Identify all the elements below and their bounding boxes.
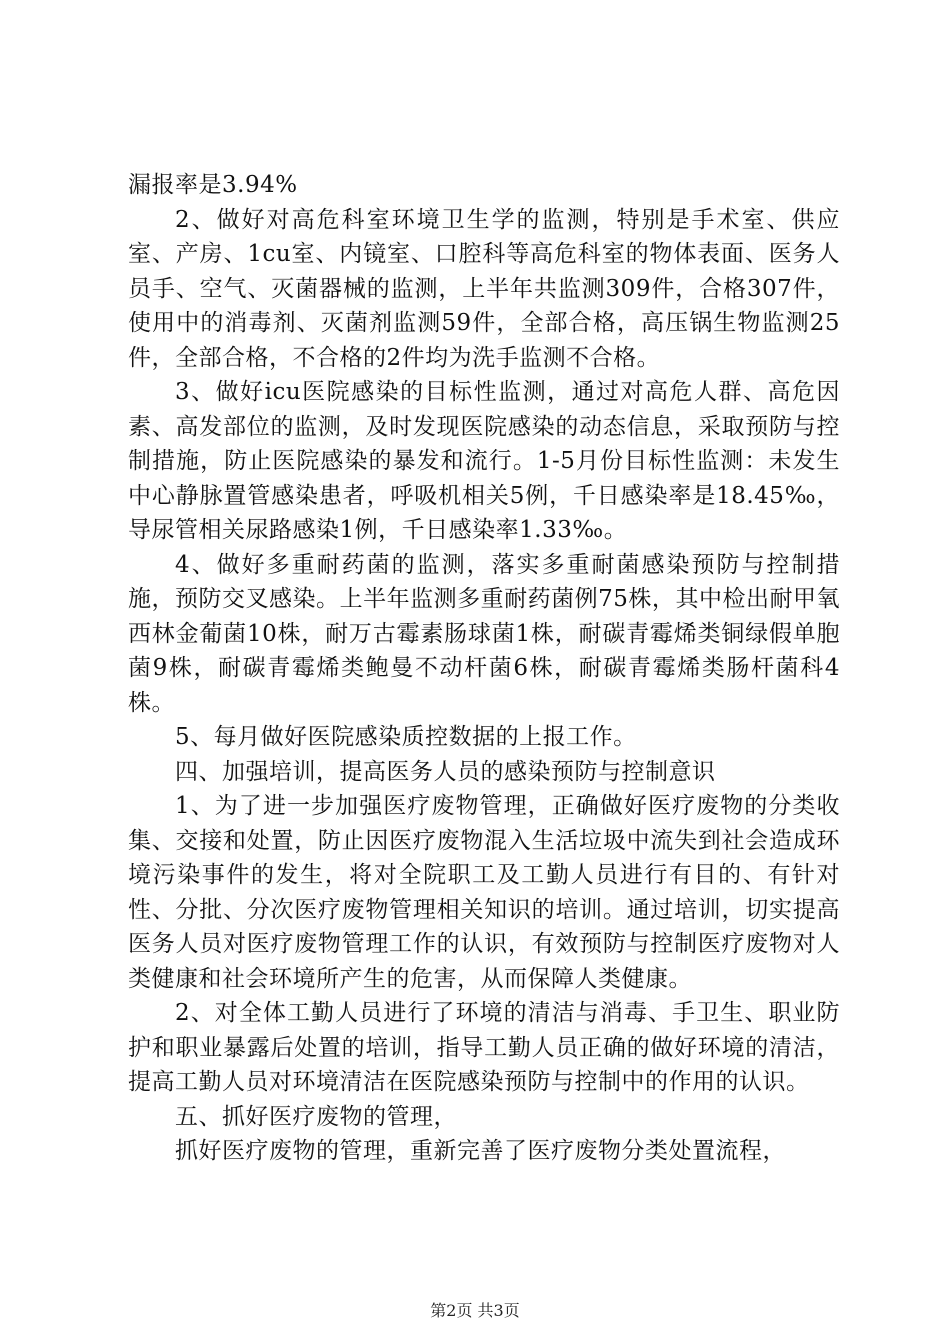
document-body xyxy=(128,168,840,1169)
page-number-footer: 第2页 共3页 xyxy=(430,1301,520,1320)
paragraph-high-risk-monitoring: 2、做好对高危科室环境卫生学的监测，特别是手术室、供应室、产房、1cu室、内镜室、口腔科等高危科室的物体表面、医务人员手、空气、灭菌器械的监测，上半年共监测309件，合格307件，使用中的消毒剂、灭菌剂监测59件，全部合格，高压锅生物监测25件，全部合格，不合格的2件均为洗手监测不合格。 xyxy=(128,206,840,371)
paragraph-waste-management: 抓好医疗废物的管理，重新完善了医疗废物分类处置流程， xyxy=(175,1138,786,1164)
paragraph-monthly-report: 5、每月做好医院感染质控数据的上报工作。 xyxy=(175,724,637,750)
paragraph-leakage-rate: 漏报率是3.94% xyxy=(128,172,298,198)
paragraph-waste-training: 1、为了进一步加强医疗废物管理，正确做好医疗废物的分类收集、交接和处置，防止因医疗废物混入生活垃圾中流失到社会造成环境污染事件的发生，将对全院职工及工勤人员进行有目的、有针对性、分批、分次医疗废物管理相关知识的培训。通过培训，切实提高医务人员对医疗废物管理工作的认识，有效预防与控制医疗废物对人类健康和社会环境所产生的危害，从而保障人类健康。 xyxy=(128,793,840,992)
section-heading-waste-management: 五、抓好医疗废物的管理， xyxy=(175,1103,457,1130)
paragraph-staff-training: 2、对全体工勤人员进行了环境的清洁与消毒、手卫生、职业防护和职业暴露后处置的培训，指导工勤人员正确的做好环境的清洁，提高工勤人员对环境清洁在医院感染预防与控制中的作用的认识。 xyxy=(128,1000,840,1095)
paragraph-icu-monitoring: 3、做好icu医院感染的目标性监测，通过对高危人群、高危因素、高发部位的监测，及时发现医院感染的动态信息，采取预防与控制措施，防止医院感染的暴发和流行。1-5月份目标性监测：未发生中心静脉置管感染患者，呼吸机相关5例，千日感染率是18.45‰，导尿管相关尿路感染1例，千日感染率1.33‰。 xyxy=(128,379,840,543)
paragraph-mdro-monitoring: 4、做好多重耐药菌的监测，落实多重耐菌感染预防与控制措施，预防交叉感染。上半年监测多重耐药菌例75株，其中检出耐甲氧西林金葡菌10株，耐万古霉素肠球菌1株，耐碳青霉烯类铜绿假单胞菌9株，耐碳青霉烯类鲍曼不动杆菌6株，耐碳青霉烯类肠杆菌科4株。 xyxy=(128,551,840,716)
section-heading-training: 四、加强培训，提高医务人员的感染预防与控制意识 xyxy=(175,758,716,785)
